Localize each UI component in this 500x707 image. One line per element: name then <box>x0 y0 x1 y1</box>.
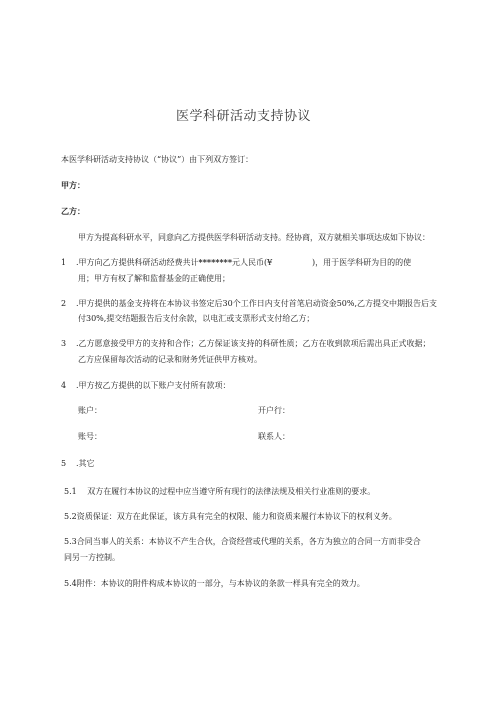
clause-5-heading: .其它 <box>76 459 95 468</box>
clause-1-line-2: 用；甲方有权了解和监督基金的正确使用； <box>78 274 230 283</box>
account-label: 账户： <box>78 406 102 415</box>
clause-1-text-pre: .甲方向乙方提供科研活动经费共计 <box>76 258 199 267</box>
clause-4-number: 4 <box>61 381 67 390</box>
contact-label: 联系人： <box>258 432 290 441</box>
intro-text: 本医学科研活动支持协议（“协议”）由下列双方签订： <box>61 155 254 164</box>
clause-1-text-tail: )，用于医学科研为目的的使 <box>312 258 412 267</box>
clause-3-line-1: .乙方愿意接受甲方的支持和合作；乙方保证该支持的科研性质；乙方在收到款项后需出具正式收据； <box>76 339 431 348</box>
clause-4-line-1: .甲方按乙方提供的以下账户支付所有款项： <box>76 381 231 390</box>
clause-3-line-2: 乙方应保留每次活动的记录和财务凭证供甲方核对。 <box>78 355 262 364</box>
clause-2-number: 2 <box>61 299 67 308</box>
clause-1-line-1 <box>76 257 272 268</box>
clause-5-number: 5 <box>61 459 67 468</box>
clause-2-line-1: .甲方提供的基金支持将在本协议书签定后30个工作日内支付首笔启动资金50%,乙方提交中期报告后支 <box>76 299 438 308</box>
clause-3-number: 3 <box>61 339 67 348</box>
clause-5-3-line-1: 5.3合同当事人的关系：本协议不产生合伙，合资经营或代理的关系，各方为独立的合同一方而非受合 <box>64 537 421 546</box>
clause-1-text-post: 元人民币(¥ <box>232 258 273 267</box>
clause-5-3-line-2: 同另一方控制。 <box>64 553 120 562</box>
clause-1-number: 1 <box>61 258 67 267</box>
document-title: 医学科研活动支持协议 <box>176 109 312 124</box>
account-number-label: 账号： <box>78 432 102 441</box>
party-b-label: 乙方： <box>61 206 85 216</box>
clause-1-masked-amount: ******** <box>198 257 233 267</box>
party-a-label: 甲方： <box>61 180 85 190</box>
clause-2-line-2: 付30%,提交结题报告后支付余款，以电汇或支票形式支付给乙方； <box>78 314 315 323</box>
bank-label: 开户行： <box>258 406 290 415</box>
preamble-text: 甲方为提高科研水平，同意向乙方提供医学科研活动支持。经协商，双方就相关事项达成如下协议： <box>78 233 430 242</box>
clause-5-1: 5.1 双方在履行本协议的过程中应当遵守所有现行的法律法规及相关行业准则的要求。 <box>64 487 376 496</box>
clause-5-4: 5.4附件：本协议的附件构成本协议的一部分，与本协议的条款一样具有完全的效力。 <box>64 579 365 588</box>
clause-5-2: 5.2资质保证：双方在此保证，该方具有完全的权限、能力和资质来履行本协议下的权利义务。 <box>64 512 397 521</box>
